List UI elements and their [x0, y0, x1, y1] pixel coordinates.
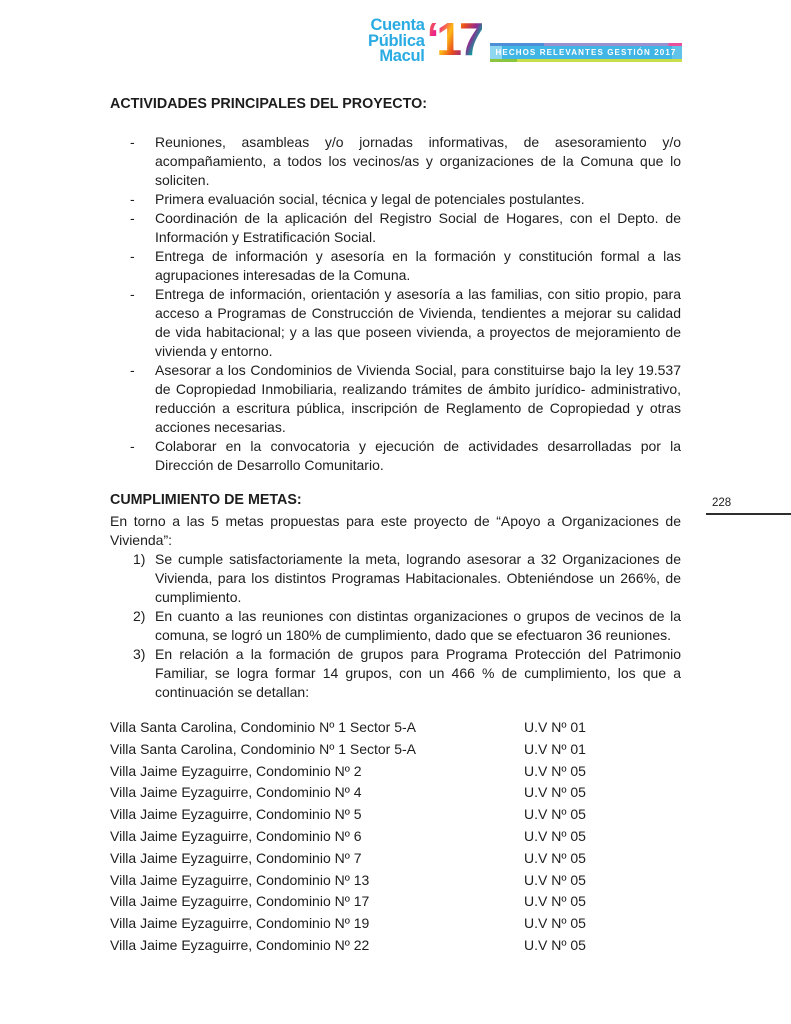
section-heading-activities: ACTIVIDADES PRINCIPALES DEL PROYECTO: [110, 96, 427, 112]
villa-name: Villa Jaime Eyzaguirre, Condominio Nº 19 [110, 915, 370, 932]
villa-uv: U.V Nº 05 [524, 893, 586, 910]
macul-logo [368, 13, 482, 65]
villa-uv: U.V Nº 05 [524, 784, 586, 801]
villa-uv: U.V Nº 01 [524, 740, 586, 757]
table-row [110, 718, 681, 740]
list-number: 3) [133, 646, 146, 662]
villa-uv: U.V Nº 05 [524, 827, 586, 844]
villa-name: Villa Santa Carolina, Condominio Nº 1 Sector 5-A [110, 740, 417, 757]
page-number-value: 228 [712, 497, 732, 509]
list-item [110, 133, 681, 190]
villa-name: Villa Jaime Eyzaguirre, Condominio Nº 4 [110, 784, 362, 801]
villa-name: Villa Jaime Eyzaguirre, Condominio Nº 5 [110, 806, 362, 823]
activities-list [110, 133, 681, 475]
list-item-text: Asesorar a los Condominios de Vivienda Social, para constituirse bajo la ley 19.537 de Copropiedad Inmobiliaria, realizando trámites de ámbito jurídico- administrativo, reducción a escritura pública, inscripción de Reglamento de Copropiedad y otras acciones necesarias. [155, 362, 681, 435]
section-heading-metas: CUMPLIMIENTO DE METAS: [110, 492, 302, 508]
villa-name: Villa Jaime Eyzaguirre, Condominio Nº 22 [110, 936, 370, 953]
list-item [110, 190, 681, 209]
list-item [110, 607, 681, 645]
villa-uv: U.V Nº 05 [524, 849, 586, 866]
table-row [110, 892, 681, 914]
list-item-text: En relación a la formación de grupos para Programa Protección del Patrimonio Familiar, se logra formar 14 grupos, con un 466 % de cumplimiento, los que a continuación se detallan: [155, 646, 681, 700]
table-row [110, 871, 681, 893]
table-row [110, 936, 681, 958]
banner-stripe-bottom [490, 59, 682, 62]
villa-uv: U.V Nº 01 [524, 719, 586, 735]
header [368, 14, 683, 76]
logo-line-cuenta: Cuenta [370, 16, 425, 34]
list-item-text: Primera evaluación social, técnica y legal de potenciales postulantes. [155, 191, 585, 207]
list-item [110, 361, 681, 437]
list-item [110, 550, 681, 607]
table-row [110, 805, 681, 827]
bullet-dash: - [130, 438, 135, 454]
villa-table [110, 718, 681, 958]
bullet-dash: - [130, 286, 135, 302]
metas-intro: En torno a las 5 metas propuestas para este proyecto de “Apoyo a Organizaciones de Vivienda”: [110, 513, 681, 548]
table-row [110, 827, 681, 849]
logo-year-17: ‘17 [426, 13, 482, 65]
list-item [110, 437, 681, 475]
list-item-text: En cuanto a las reuniones con distintas organizaciones o grupos de vecinos de la comuna, se logró un 180% de cumplimiento, dado que se efectuaron 36 reuniones. [155, 608, 681, 643]
metas-list [110, 550, 681, 702]
bullet-dash: - [130, 210, 135, 226]
villa-name: Villa Jaime Eyzaguirre, Condominio Nº 6 [110, 827, 362, 844]
villa-uv: U.V Nº 05 [524, 871, 586, 888]
villa-name: Villa Santa Carolina, Condominio Nº 1 Sector 5-A [110, 719, 417, 735]
banner-text: HECHOS RELEVANTES GESTIÓN 2017 [495, 48, 677, 57]
villa-name: Villa Jaime Eyzaguirre, Condominio Nº 13 [110, 871, 370, 888]
list-item [110, 209, 681, 247]
bullet-dash: - [130, 248, 135, 264]
banner-ribbon [490, 43, 682, 62]
list-number: 1) [133, 551, 146, 567]
villa-name: Villa Jaime Eyzaguirre, Condominio Nº 17 [110, 893, 370, 910]
table-row [110, 783, 681, 805]
list-item [110, 645, 681, 702]
content [110, 95, 681, 958]
villa-uv: U.V Nº 05 [524, 762, 586, 779]
list-item [110, 247, 681, 285]
table-row [110, 762, 681, 784]
list-item-text: Entrega de información, orientación y asesoría a las familias, con sitio propio, para acceso a Programas de Construcción de Vivienda, tendientes a mejorar su calidad de vida habitacional; y a las que poseen vivienda, a proyectos de mejoramiento de vivienda y entorno. [155, 286, 681, 359]
banner-band [490, 46, 682, 59]
list-item [110, 285, 681, 361]
table-row [110, 740, 681, 762]
list-item-text: Reuniones, asambleas y/o jornadas informativas, de asesoramiento y/o acompañamiento, a todos los vecinos/as y organizaciones de la Comuna que lo soliciten. [155, 134, 681, 188]
list-number: 2) [133, 608, 146, 624]
list-item-text: Colaborar en la convocatoria y ejecución de actividades desarrolladas por la Dirección de Desarrollo Comunitario. [155, 438, 681, 473]
villa-uv: U.V Nº 05 [524, 936, 586, 953]
table-row [110, 914, 681, 936]
villa-uv: U.V Nº 05 [524, 915, 586, 932]
list-item-text: Coordinación de la aplicación del Registro Social de Hogares, con el Depto. de Información y Estratificación Social. [155, 210, 681, 245]
logo-line-macul: Macul [379, 47, 425, 65]
table-row [110, 849, 681, 871]
villa-uv: U.V Nº 05 [524, 806, 586, 823]
logo-wordmark [368, 18, 425, 65]
villa-name: Villa Jaime Eyzaguirre, Condominio Nº 7 [110, 849, 362, 866]
bullet-dash: - [130, 191, 135, 207]
bullet-dash: - [130, 134, 135, 150]
bullet-dash: - [130, 362, 135, 378]
villa-name: Villa Jaime Eyzaguirre, Condominio Nº 2 [110, 762, 362, 779]
logo-line-publica: Pública [368, 31, 425, 50]
list-item-text: Se cumple satisfactoriamente la meta, logrando asesorar a 32 Organizaciones de Vivienda, para los distintos Programas Habitacionales. Obteniéndose un 266%, de cumplimiento. [155, 551, 681, 605]
page-number [706, 496, 791, 515]
list-item-text: Entrega de información y asesoría en la formación y constitución formal a las agrupaciones interesadas de la Comuna. [155, 248, 681, 283]
